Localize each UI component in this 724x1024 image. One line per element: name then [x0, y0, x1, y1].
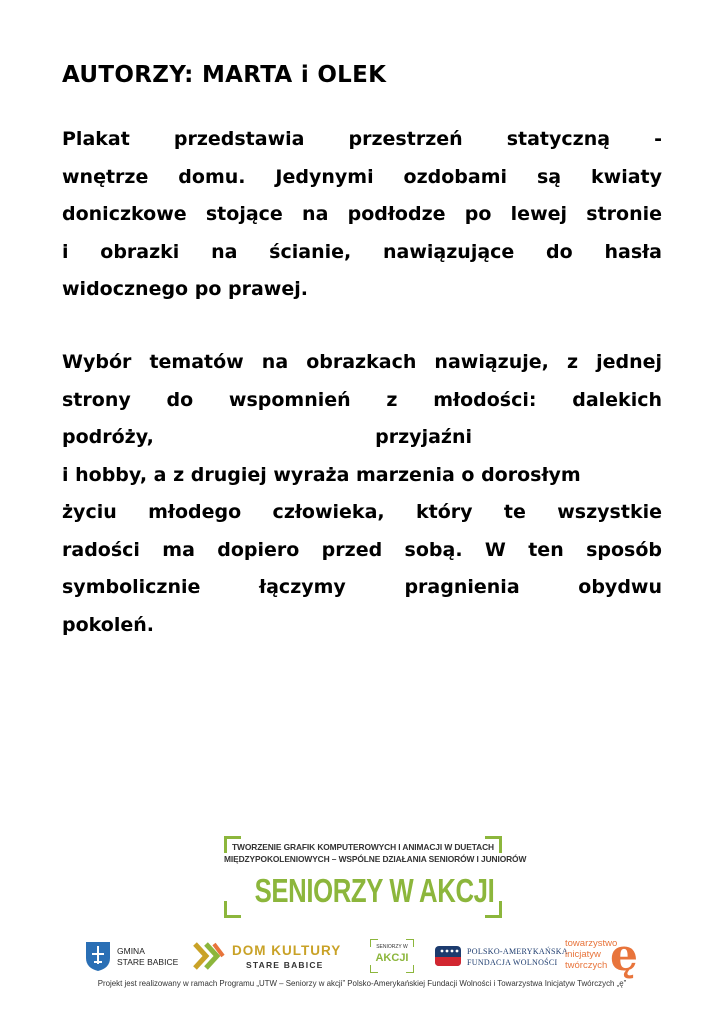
text-line: i hobby, a z drugiej wyraża marzenia o dorosłym	[62, 463, 581, 486]
text-line: radości ma dopiero przed sobą. W ten sposób	[62, 538, 662, 561]
text-line: widocznego po prawej.	[62, 278, 308, 300]
banner-title: SENIORZY W AKCJI	[254, 872, 495, 909]
tit-e-mark: ę	[610, 930, 638, 981]
tit-line-2: inicjatyw	[565, 949, 601, 960]
project-banner	[224, 836, 527, 918]
text-line: i obrazki na ścianie, nawiązujące do hasła	[62, 240, 662, 263]
text-line: Wybór tematów na obrazkach nawiązuje, z jednej	[62, 351, 662, 373]
paragraph-1	[62, 121, 662, 309]
seniorzy-small-line-2: AKCJI	[375, 952, 409, 964]
footer-note: Projekt jest realizowany w ramach Programu „UTW – Seniorzy w akcji” Polsko-Amerykańskiej Fundacji Wolności i Towarzystwa Inicjatyw Twórczych „ę”	[97, 978, 627, 988]
pafw-logo	[434, 943, 568, 971]
pafw-line-2: FUNDACJA WOLNOŚCI	[467, 958, 558, 967]
page-title: AUTORZY: MARTA i OLEK	[62, 62, 387, 88]
text-line: doniczkowe stojące na podłodze po lewej stronie	[62, 203, 662, 225]
banner-line-2: MIĘDZYPOKOLENIOWYCH – WSPÓLNE DZIAŁANIA SENIORÓW I JUNIORÓW	[224, 854, 527, 864]
text-line: strony do wspomnień z młodości: dalekich	[62, 388, 662, 411]
text-line: podróży, przyjaźni	[62, 426, 472, 448]
flag-eagle-icon	[434, 943, 462, 969]
text-line: pokoleń.	[62, 613, 154, 636]
pafw-line-1: POLSKO-AMERYKAŃSKA	[467, 947, 568, 956]
paragraph-2	[62, 344, 662, 644]
tit-line-1: towarzystwo	[565, 938, 618, 949]
text-line: Plakat przedstawia przestrzeń statyczną -	[62, 128, 662, 150]
dom-kultury-line-2: STARE BABICE	[246, 960, 324, 970]
text-line: symbolicznie łączymy pragnienia obydwu	[62, 576, 662, 598]
tit-line-3: twórczych	[565, 960, 608, 971]
banner-line-1: TWORZENIE GRAFIK KOMPUTEROWYCH I ANIMACJI W DUETACH	[232, 842, 494, 852]
seniorzy-small-line-1: SENIORZY W	[376, 944, 408, 950]
dom-kultury-logo	[192, 940, 354, 974]
dom-kultury-icon	[192, 940, 226, 972]
dom-kultury-line-1: DOM KULTURY	[232, 943, 342, 958]
seniorzy-small-logo	[370, 939, 414, 973]
gmina-line-2: STARE BABICE	[117, 957, 179, 967]
gmina-line-1: GMINA	[117, 946, 145, 956]
banner-corner	[224, 901, 241, 918]
coat-of-arms-icon	[84, 940, 112, 972]
text-line: wnętrze domu. Jedynymi ozdobami są kwiaty	[62, 165, 662, 188]
text-line: życiu młodego człowieka, który te wszystkie	[62, 501, 662, 523]
gmina-logo	[84, 940, 184, 974]
